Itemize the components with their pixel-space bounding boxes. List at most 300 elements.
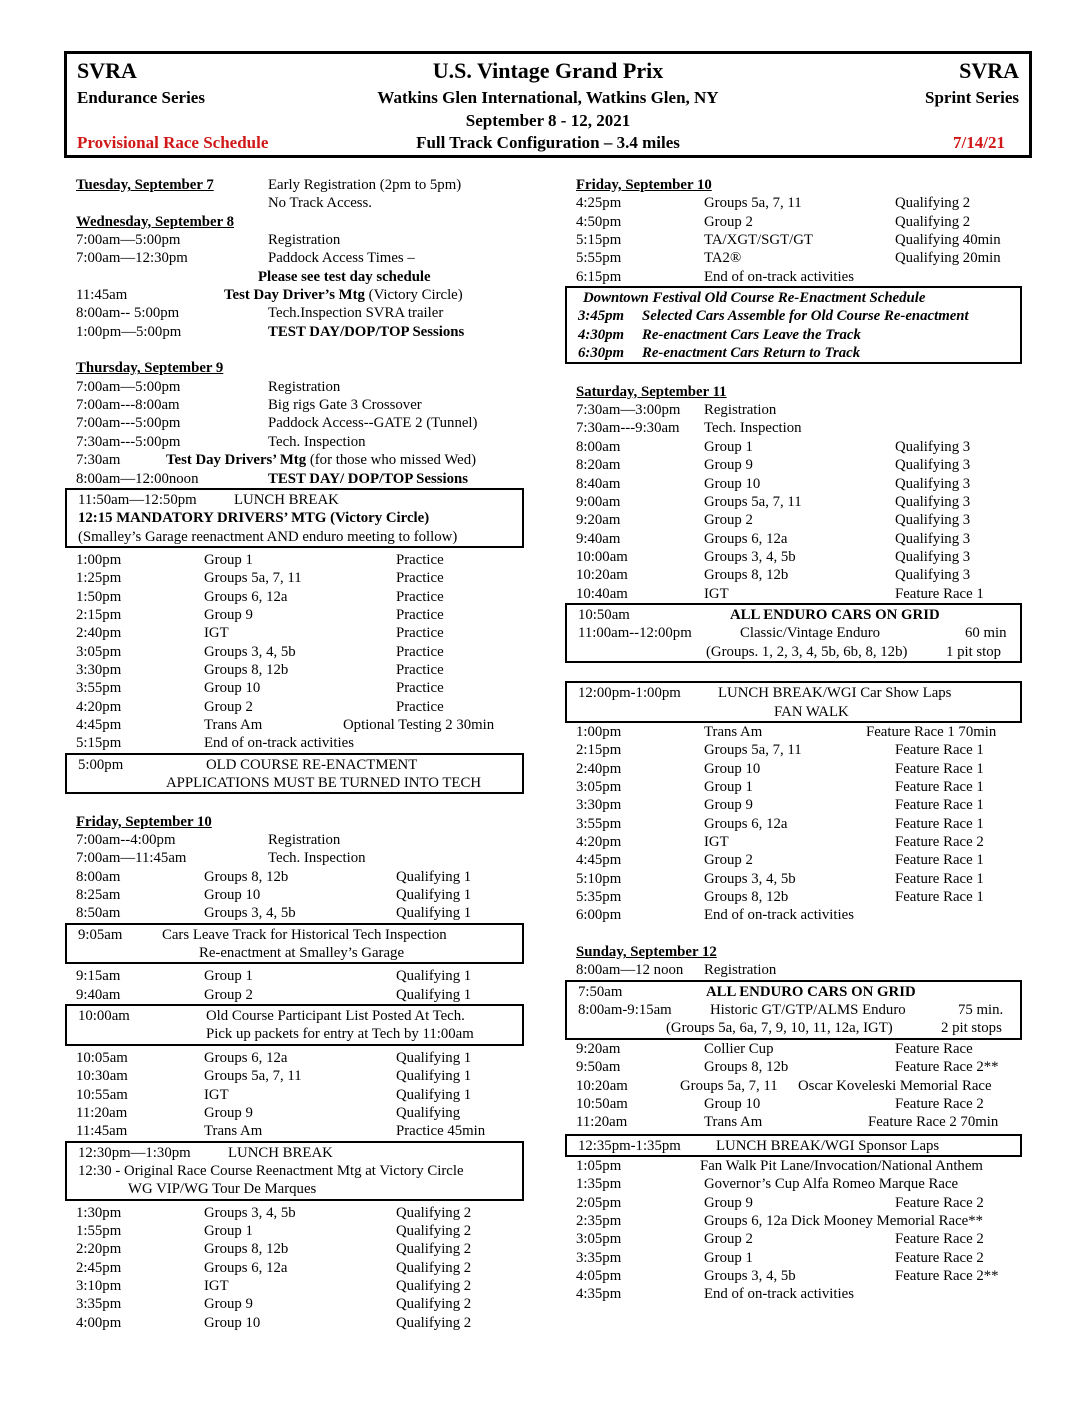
session-time: 8:00am xyxy=(76,868,121,885)
schedule-row: 4:30pm Re-enactment Cars Leave the Track xyxy=(578,326,861,343)
schedule-row: 10:50am Group 10 Feature Race 2 xyxy=(576,1095,984,1112)
session-type: Feature Race 2 xyxy=(895,1249,984,1266)
session-type: Qualifying 1 xyxy=(396,905,472,922)
grid-label: ALL ENDURO CARS ON GRID xyxy=(706,983,916,1000)
event-venue: Watkins Glen International, Watkins Glen, NY xyxy=(377,88,719,107)
friday-sessions-2 xyxy=(76,967,536,1004)
session-type: Qualifying 2 xyxy=(895,213,971,230)
session-type: Qualifying 3 xyxy=(895,530,971,547)
revision-date: 7/14/21 xyxy=(953,133,1005,152)
list-label: Old Course Participant List Posted At Tech. xyxy=(206,1008,465,1025)
right-subtitle: Sprint Series xyxy=(925,88,1019,107)
session-row xyxy=(576,1267,1026,1285)
session-time: 9:15am xyxy=(76,968,121,985)
hist-label: Cars Leave Track for Historical Tech Inspection xyxy=(162,926,447,943)
session-row xyxy=(76,551,536,569)
session-type: Qualifying 2 xyxy=(396,1241,472,1258)
session-time: 3:05pm xyxy=(576,1231,622,1248)
session-type: Qualifying 2 xyxy=(396,1277,472,1294)
left-column xyxy=(76,176,536,1332)
session-time: 9:40am xyxy=(76,986,121,1003)
schedule-row: 1:05pm Fan Walk Pit Lane/Invocation/National Anthem xyxy=(576,1157,983,1174)
session-row xyxy=(76,886,536,904)
session-row xyxy=(576,851,1026,869)
schedule-row: 7:00am—5:00pm Registration xyxy=(76,378,341,395)
session-group: Group 1 xyxy=(704,438,753,455)
session-row xyxy=(76,868,536,886)
session-type: Feature Race 1 xyxy=(895,852,984,869)
session-group: Groups 3, 4, 5b xyxy=(204,905,296,922)
lunch-box-thursday xyxy=(65,488,524,548)
schedule-row: 8:00am—12:00noon TEST DAY/ DOP/TOP Sessions xyxy=(76,470,468,487)
saturday-sessions-1 xyxy=(576,438,1026,603)
session-type: Practice xyxy=(396,588,444,605)
session-row xyxy=(76,1222,536,1240)
friday-sessions-4 xyxy=(76,1204,536,1332)
session-group: Groups 5a, 7, 11 xyxy=(704,742,802,759)
reenactment-meeting: 12:30 - Original Race Course Reenactment Mtg at Victory Circle xyxy=(78,1162,464,1179)
grid-time: 7:50am xyxy=(578,983,623,1000)
enduro-time: 8:00am-9:15am xyxy=(578,1002,672,1019)
session-time: 3:10pm xyxy=(76,1277,122,1294)
session-row xyxy=(576,194,1026,212)
header-box xyxy=(64,51,1032,158)
session-row xyxy=(76,1122,536,1140)
enduro-pitstops: 1 pit stop xyxy=(946,643,1002,660)
session-time: 3:30pm xyxy=(576,797,622,814)
schedule-row: 7:00am—5:00pm Registration xyxy=(76,232,341,249)
session-type: Qualifying 2 xyxy=(396,1204,472,1221)
session-row xyxy=(76,643,536,661)
historical-tech-box xyxy=(65,923,524,965)
session-type: Feature Race 1 xyxy=(895,870,984,887)
downtown-festival-box xyxy=(565,286,1022,364)
session-row xyxy=(576,548,1026,566)
sunday-sessions-3 xyxy=(576,1230,1026,1285)
event-title: U.S. Vintage Grand Prix xyxy=(432,58,664,83)
enduro-time: 11:00am--12:00pm xyxy=(578,625,692,642)
hist-time: 9:05am xyxy=(78,926,123,943)
session-group: Groups 5a, 7, 11 xyxy=(204,1068,302,1085)
mandatory-meeting: 12:15 MANDATORY DRIVERS’ MTG (Victory Circle) xyxy=(78,510,430,527)
session-group: TA2® xyxy=(704,250,742,267)
meeting-note: (Smalley’s Garage reenactment AND enduro meeting to follow) xyxy=(78,528,458,545)
friday-sessions-3 xyxy=(76,1049,536,1141)
session-group: Group 2 xyxy=(704,852,753,869)
session-time: 2:45pm xyxy=(76,1259,122,1276)
lunch-box-friday xyxy=(65,1141,524,1201)
session-time: 2:40pm xyxy=(576,760,622,777)
session-type: Qualifying 1 xyxy=(396,968,472,985)
schedule-row: 7:00am—12:30pm Paddock Access Times – xyxy=(76,250,415,267)
session-type: Qualifying 1 xyxy=(396,1049,472,1066)
saturday-sessions-2 xyxy=(576,741,1026,906)
lunch-time: 12:00pm-1:00pm xyxy=(578,685,681,702)
session-row xyxy=(576,511,1026,529)
session-time: 8:20am xyxy=(576,457,621,474)
session-type: Qualifying 1 xyxy=(396,887,472,904)
session-time: 10:20am xyxy=(576,567,628,584)
session-group: Trans Am xyxy=(204,1123,263,1140)
session-row xyxy=(576,833,1026,851)
session-group: Group 2 xyxy=(204,986,253,1003)
session-group: Groups 5a, 7, 11 xyxy=(704,195,802,212)
session-time: 11:20am xyxy=(76,1104,128,1121)
schedule-row: 11:20am Trans Am Feature Race 2 70min xyxy=(576,1114,999,1131)
session-group: Groups 5a, 7, 11 xyxy=(204,570,302,587)
session-group: Group 10 xyxy=(704,475,761,492)
session-type: Practice xyxy=(396,625,444,642)
session-group: Group 1 xyxy=(704,779,753,795)
thursday-heading: Thursday, September 9 xyxy=(76,360,224,377)
session-time: 2:40pm xyxy=(76,625,122,642)
lunch-time: 12:30pm—1:30pm xyxy=(78,1144,191,1161)
lunch-time: 11:50am—12:50pm xyxy=(78,491,197,508)
session-group: Group 2 xyxy=(704,213,753,230)
schedule-row: 8:00am—12 noon Registration xyxy=(576,962,777,979)
session-time: 10:05am xyxy=(76,1049,128,1066)
lunch-box-sunday xyxy=(565,1134,1022,1157)
left-title: SVRA xyxy=(77,58,137,83)
session-time: 1:30pm xyxy=(76,1204,122,1221)
old-course-box xyxy=(65,753,524,795)
session-group: Group 2 xyxy=(704,512,753,529)
schedule-row: 7:00am--4:00pm Registration xyxy=(76,832,341,849)
session-type: Practice xyxy=(396,606,444,623)
session-row xyxy=(576,815,1026,833)
session-row xyxy=(576,778,1026,796)
session-type: Feature Race 2 xyxy=(895,834,984,851)
session-row xyxy=(76,1259,536,1277)
session-time: 5:55pm xyxy=(576,250,622,267)
session-group: Groups 3, 4, 5b xyxy=(204,1204,296,1221)
session-time: 1:25pm xyxy=(76,570,122,587)
provisional-label: Provisional Race Schedule xyxy=(77,133,269,152)
session-type: Qualifying 3 xyxy=(895,457,971,474)
session-time: 8:00am xyxy=(576,438,621,455)
lunch-label: LUNCH BREAK xyxy=(234,491,339,508)
friday-heading-left: Friday, September 10 xyxy=(76,813,212,830)
session-row xyxy=(76,1067,536,1085)
session-type: Qualifying 3 xyxy=(895,548,971,565)
fan-walk: FAN WALK xyxy=(774,703,849,720)
session-row xyxy=(76,679,536,697)
enduro-duration: 75 min. xyxy=(958,1002,1004,1019)
tour-note: WG VIP/WG Tour De Marques xyxy=(128,1181,317,1198)
friday-sessions-1 xyxy=(76,868,536,923)
event-dates: September 8 - 12, 2021 xyxy=(465,111,631,130)
session-type: Qualifying 3 xyxy=(895,567,971,584)
session-row xyxy=(576,1249,1026,1267)
session-type: Feature Race 1 xyxy=(895,797,984,814)
session-time: 3:35pm xyxy=(576,1249,622,1266)
session-row xyxy=(576,870,1026,888)
session-group: Group 1 xyxy=(704,1249,753,1266)
session-group: Groups 8, 12b xyxy=(704,889,789,906)
session-row xyxy=(576,530,1026,548)
schedule-row: 7:30am—3:00pm Registration xyxy=(576,402,777,419)
session-time: 5:15pm xyxy=(576,232,622,249)
session-group: IGT xyxy=(204,625,229,642)
session-type: Qualifying 1 xyxy=(396,986,472,1003)
session-time: 5:35pm xyxy=(576,889,622,906)
schedule-row: 1:00pm—5:00pm TEST DAY/DOP/TOP Sessions xyxy=(76,323,465,340)
session-type: Qualifying 1 xyxy=(396,1086,472,1103)
enduro-name: Classic/Vintage Enduro xyxy=(740,625,881,642)
session-group: Group 10 xyxy=(204,1314,261,1331)
session-time: 2:20pm xyxy=(76,1241,122,1258)
session-group: IGT xyxy=(204,1086,229,1103)
schedule-row: 7:30am Test Day Drivers’ Mtg (for those who missed Wed) xyxy=(76,452,477,469)
schedule-text: Early Registration (2pm to 5pm) xyxy=(268,177,462,193)
thursday-sessions xyxy=(76,551,536,716)
session-group: Groups 3, 4, 5b xyxy=(704,870,796,887)
schedule-row: 4:45pm Trans Am Optional Testing 2 30min xyxy=(76,716,495,733)
session-time: 2:15pm xyxy=(76,606,122,623)
session-type: Qualifying 3 xyxy=(895,438,971,455)
session-row xyxy=(576,213,1026,231)
session-type: Qualifying 2 xyxy=(396,1222,472,1239)
session-row xyxy=(576,475,1026,493)
session-type: Qualifying 3 xyxy=(895,475,971,492)
session-group: Groups 6, 12a xyxy=(204,1259,288,1276)
schedule-row: 2:05pm Group 9 Feature Race 2 xyxy=(576,1194,984,1211)
session-type: Qualifying 20min xyxy=(895,250,1001,267)
session-row xyxy=(76,986,536,1004)
enduro-box-sunday xyxy=(565,980,1022,1040)
session-row xyxy=(576,1230,1026,1248)
enduro-groups: (Groups 5a, 6a, 7, 9, 10, 11, 12a, IGT) xyxy=(666,1020,893,1037)
session-type: Feature Race 1 xyxy=(895,760,984,777)
session-row xyxy=(76,904,536,922)
session-group: Groups 3, 4, 5b xyxy=(704,1267,796,1284)
session-row xyxy=(76,1204,536,1222)
hist-note: Re-enactment at Smalley’s Garage xyxy=(199,945,405,962)
schedule-row: 4:35pm End of on-track activities xyxy=(576,1286,854,1303)
enduro-box-saturday xyxy=(565,603,1022,663)
schedule-row: 3:45pm Selected Cars Assemble for Old Course Re-enactment xyxy=(578,308,969,325)
lunch-label: LUNCH BREAK/WGI Sponsor Laps xyxy=(716,1137,940,1154)
list-time: 10:00am xyxy=(78,1008,130,1025)
session-type: Qualifying 2 xyxy=(396,1314,472,1331)
session-time: 9:40am xyxy=(576,530,621,547)
session-group: Groups 5a, 7, 11 xyxy=(704,493,802,510)
session-time: 9:00am xyxy=(576,493,621,510)
right-title: SVRA xyxy=(959,58,1019,83)
session-time: 3:55pm xyxy=(576,815,622,832)
session-time: 8:50am xyxy=(76,905,121,922)
session-time: 10:40am xyxy=(576,585,628,602)
session-type: Qualifying xyxy=(396,1104,461,1121)
session-group: Group 10 xyxy=(704,760,761,777)
schedule-row: 7:00am—11:45am Tech. Inspection xyxy=(76,850,366,867)
session-group: Groups 8, 12b xyxy=(204,868,289,885)
schedule-text: No Track Access. xyxy=(268,195,372,212)
session-time: 4:20pm xyxy=(576,834,622,851)
session-type: Practice xyxy=(396,570,444,587)
session-type: Practice xyxy=(396,643,444,660)
session-row xyxy=(76,1086,536,1104)
sunday-heading: Sunday, September 12 xyxy=(576,944,717,961)
grid-label: ALL ENDURO CARS ON GRID xyxy=(730,606,940,623)
session-type: Qualifying 1 xyxy=(396,1068,472,1085)
schedule-row: 7:00am---5:00pm Paddock Access--GATE 2 (Tunnel) xyxy=(76,415,478,432)
session-time: 3:55pm xyxy=(76,680,122,697)
session-row xyxy=(76,624,536,642)
session-group: Group 9 xyxy=(204,606,253,623)
schedule-row: 9:50am Groups 8, 12b Feature Race 2** xyxy=(576,1059,999,1076)
lunch-time: 12:35pm-1:35pm xyxy=(578,1137,681,1154)
session-type: Feature Race 2** xyxy=(895,1267,999,1284)
session-type: Practice xyxy=(396,551,444,568)
session-group: Group 1 xyxy=(204,968,253,985)
session-group: Groups 6, 12a xyxy=(704,815,788,832)
session-type: Qualifying 1 xyxy=(396,868,472,885)
session-row xyxy=(76,698,536,716)
schedule-row: 2:35pm Groups 6, 12a Dick Mooney Memorial Race** xyxy=(576,1212,984,1229)
session-time: 8:40am xyxy=(576,475,621,492)
session-time: 4:00pm xyxy=(76,1314,122,1331)
session-type: Practice xyxy=(396,680,444,697)
lunch-label: LUNCH BREAK xyxy=(228,1144,333,1161)
schedule-row: 5:15pm End of on-track activities xyxy=(76,735,354,752)
schedule-row: 9:20am Collier Cup Feature Race xyxy=(576,1040,973,1057)
session-time: 11:45am xyxy=(76,1123,128,1140)
session-row xyxy=(576,566,1026,584)
session-type: Practice xyxy=(396,661,444,678)
session-time: 4:50pm xyxy=(576,213,622,230)
friday-heading-right: Friday, September 10 xyxy=(576,177,712,193)
session-group: Group 9 xyxy=(204,1104,253,1121)
session-group: IGT xyxy=(704,834,729,851)
session-row xyxy=(576,438,1026,456)
session-type: Feature Race 1 xyxy=(895,815,984,832)
schedule-row: 6:00pm End of on-track activities xyxy=(576,907,854,924)
session-group: Groups 8, 12b xyxy=(204,1241,289,1258)
track-config: Full Track Configuration – 3.4 miles xyxy=(416,133,680,152)
downtown-heading: Downtown Festival Old Course Re-Enactment Schedule xyxy=(583,290,926,307)
session-group: Groups 6, 12a xyxy=(204,1049,288,1066)
schedule-row: 6:15pm End of on-track activities xyxy=(576,268,854,285)
schedule-row: 1:35pm Governor’s Cup Alfa Romeo Marque Race xyxy=(576,1176,959,1193)
enduro-name: Historic GT/GTP/ALMS Enduro xyxy=(710,1002,906,1019)
session-type: Qualifying 3 xyxy=(895,512,971,529)
session-time: 1:55pm xyxy=(76,1222,122,1239)
session-time: 3:30pm xyxy=(76,661,122,678)
session-group: Groups 8, 12b xyxy=(204,661,289,678)
lunch-label: LUNCH BREAK/WGI Car Show Laps xyxy=(718,685,952,702)
lunch-box-saturday xyxy=(565,681,1022,723)
schedule-row: 6:30pm Re-enactment Cars Return to Track xyxy=(578,345,861,362)
saturday-heading: Saturday, September 11 xyxy=(576,383,727,400)
session-group: Group 9 xyxy=(704,797,753,814)
session-type: Feature Race 2 xyxy=(895,1231,984,1248)
friday-sessions-5 xyxy=(576,194,1026,267)
session-group: Group 1 xyxy=(204,1222,253,1239)
session-row xyxy=(576,888,1026,906)
session-time: 10:55am xyxy=(76,1086,128,1103)
session-group: Group 10 xyxy=(204,887,261,904)
session-time: 10:30am xyxy=(76,1068,128,1085)
session-time: 2:15pm xyxy=(576,742,622,759)
session-row xyxy=(76,588,536,606)
schedule-row: 1:00pm Trans Am Feature Race 1 70min xyxy=(576,723,997,740)
session-row xyxy=(76,1277,536,1295)
left-subtitle: Endurance Series xyxy=(77,88,205,107)
session-row xyxy=(76,606,536,624)
session-row xyxy=(76,967,536,985)
oc-note: APPLICATIONS MUST BE TURNED INTO TECH xyxy=(166,775,482,791)
session-row xyxy=(76,1104,536,1122)
session-group: Group 10 xyxy=(204,680,261,697)
session-group: Groups 6, 12a xyxy=(704,530,788,547)
schedule-row: 7:30am---9:30am Tech. Inspection xyxy=(576,420,802,437)
schedule-note: Please see test day schedule xyxy=(258,268,431,285)
session-row xyxy=(576,796,1026,814)
session-group: IGT xyxy=(204,1277,229,1294)
session-type: Practice 45min xyxy=(396,1123,486,1140)
session-type: Feature Race 1 xyxy=(895,742,984,759)
session-time: 3:35pm xyxy=(76,1296,122,1313)
participant-list-box xyxy=(65,1004,524,1046)
session-group: Group 1 xyxy=(204,551,253,568)
session-time: 4:25pm xyxy=(576,195,622,212)
session-group: IGT xyxy=(704,585,729,602)
session-time: 1:00pm xyxy=(76,551,122,568)
session-row xyxy=(76,661,536,679)
session-row xyxy=(576,585,1026,603)
schedule-row: 11:45am Test Day Driver’s Mtg (Victory Circle) xyxy=(76,287,463,304)
session-group: Groups 6, 12a xyxy=(204,588,288,605)
grid-time: 10:50am xyxy=(578,606,630,623)
session-time: 10:00am xyxy=(576,548,628,565)
session-type: Qualifying 3 xyxy=(895,493,971,510)
enduro-pitstops: 2 pit stops xyxy=(941,1020,1002,1037)
right-column xyxy=(576,176,1026,1304)
session-row xyxy=(576,760,1026,778)
session-time: 3:05pm xyxy=(76,643,122,660)
session-type: Qualifying 40min xyxy=(895,232,1001,249)
oc-label: OLD COURSE RE-ENACTMENT xyxy=(206,756,418,773)
session-time: 4:20pm xyxy=(76,698,122,715)
tuesday-heading: Tuesday, September 7 xyxy=(76,177,214,193)
session-row xyxy=(576,249,1026,267)
oc-time: 5:00pm xyxy=(78,756,124,773)
session-row xyxy=(76,1240,536,1258)
session-type: Feature Race 1 xyxy=(895,585,984,602)
session-type: Qualifying 2 xyxy=(895,195,971,212)
session-time: 4:05pm xyxy=(576,1267,622,1284)
session-group: Group 2 xyxy=(704,1231,753,1248)
session-time: 1:50pm xyxy=(76,588,122,605)
session-row xyxy=(576,231,1026,249)
session-time: 3:05pm xyxy=(576,779,622,795)
list-note: Pick up packets for entry at Tech by 11:00am xyxy=(206,1026,474,1043)
session-type: Qualifying 2 xyxy=(396,1259,472,1276)
session-row xyxy=(76,1049,536,1067)
session-group: TA/XGT/SGT/GT xyxy=(704,232,813,249)
schedule-row: 10:20am Groups 5a, 7, 11 Oscar Koveleski Memorial Race xyxy=(576,1077,992,1094)
enduro-groups: (Groups. 1, 2, 3, 4, 5b, 6b, 8, 12b) xyxy=(706,643,908,660)
session-time: 4:45pm xyxy=(576,852,622,869)
session-group: Group 9 xyxy=(204,1296,253,1313)
session-row xyxy=(76,1314,536,1332)
session-group: Groups 3, 4, 5b xyxy=(704,548,796,565)
session-time: 8:25am xyxy=(76,887,121,904)
schedule-row: 8:00am-- 5:00pm Tech.Inspection SVRA trailer xyxy=(76,305,444,322)
wednesday-heading: Wednesday, September 8 xyxy=(76,213,234,230)
session-group: Groups 3, 4, 5b xyxy=(204,643,296,660)
